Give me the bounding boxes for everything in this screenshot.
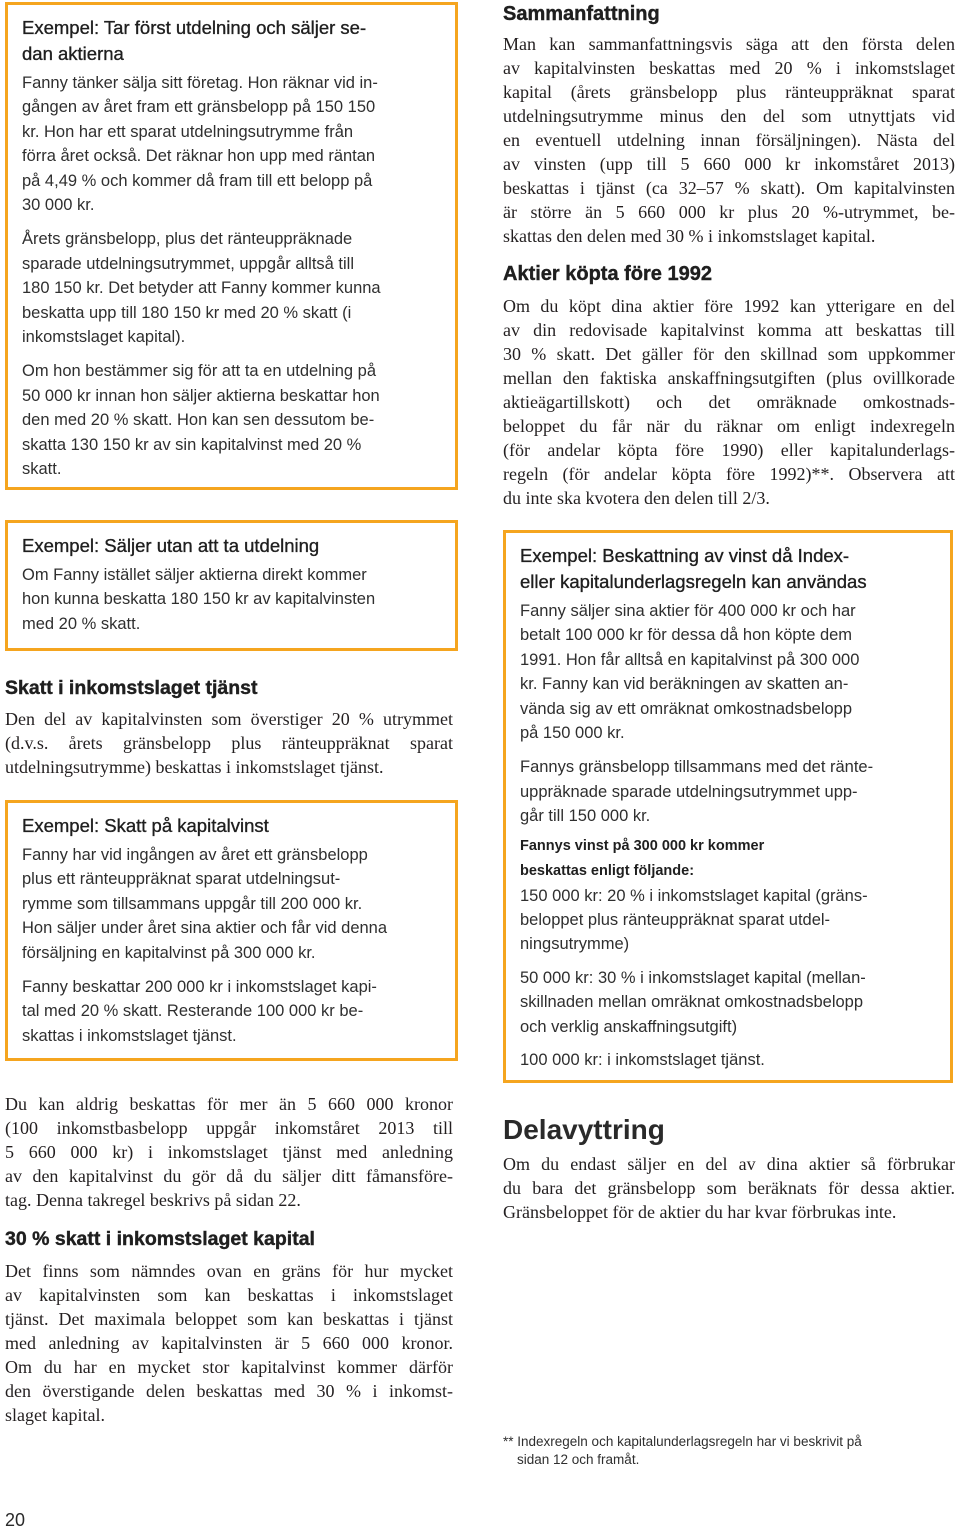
paragraph [520, 599, 936, 745]
paragraph [503, 294, 955, 510]
text-line: regeln (för andelar köpta före 1992)**. Observera att [503, 464, 955, 484]
text-line: 100 000 kr: i inkomstslaget tjänst. [520, 1051, 765, 1070]
text-line: en eventuell utdelning innan försäljningen). Nästa del [503, 130, 955, 150]
text-line: av vinsten (upp till 5 660 000 kr inkomståret 2013) [503, 154, 955, 174]
box-title [22, 15, 441, 67]
text-line: Hon säljer under året sina aktier och får vid denna [22, 919, 388, 938]
text-line: är större än 5 660 000 kr plus 20 %-utrymmet, be- [503, 202, 955, 222]
text-line: Det finns som nämndes ovan en gräns för hur mycket [5, 1261, 453, 1281]
text-line: 1991. Hon får alltså en kapitalvinst på 300 000 [520, 650, 860, 669]
paragraph [520, 966, 936, 1039]
box-body [22, 563, 441, 636]
text-line: skattas den delen med 30 % i inkomstslaget kapital. [503, 226, 876, 246]
section-heading-summary: Sammanfattning [503, 3, 660, 25]
text-line: på 150 000 kr. [520, 724, 625, 743]
box-title-line: Exempel: Tar först utdelning och säljer se- [22, 17, 367, 38]
text-line: tal med 20 % skatt. Resterande 100 000 kr be- [22, 1002, 364, 1021]
box-title-line: eller kapitalunderlagsregeln kan användas [520, 571, 867, 592]
paragraph [22, 359, 441, 481]
text-line: vända sig av ett omräknat omkostnadsbelopp [520, 699, 853, 718]
example-box-dividend-first [5, 2, 458, 490]
calculation-heading [520, 834, 936, 884]
box-title-line: Exempel: Skatt på kapitalvinst [22, 815, 269, 836]
paragraph [5, 707, 453, 779]
box-title-line: Exempel: Beskattning av vinst då Index- [520, 545, 850, 566]
text-line: den överstigande delen beskattas med 30 % i inkomst- [5, 1381, 453, 1401]
text-line: Om Fanny istället säljer aktierna direkt kommer [22, 566, 367, 584]
box-title-line: dan aktierna [22, 43, 124, 64]
paragraph [22, 975, 441, 1048]
text-line: Fannys gränsbelopp tillsammans med det ränte- [520, 758, 874, 777]
text-line: med anledning av kapitalvinsten är 5 660 000 kronor. [5, 1333, 453, 1353]
text-line: 5 660 000 kr) i inkomstslaget tjänst med anledning [5, 1142, 453, 1162]
text-line: försäljning en kapitalvinst på 300 000 kr. [22, 943, 316, 962]
example-box-capital-gain-tax [5, 800, 458, 1061]
pre-1992-body [503, 294, 955, 510]
footnote [503, 1433, 862, 1469]
section-heading-service-income: Skatt i inkomstslaget tjänst [5, 677, 258, 699]
text-line: 50 000 kr innan hon säljer aktierna beskattar hon [22, 386, 380, 405]
text-line: kr. Hon har ett sparat utdelningsutrymme från [22, 122, 354, 141]
text-line: förra året också. Det räknar hon upp med räntan [22, 147, 376, 166]
paragraph [520, 1048, 936, 1072]
text-line: Fanny beskattar 200 000 kr i inkomstslaget kapi- [22, 978, 377, 997]
section-heading-capital-30: 30 % skatt i inkomstslaget kapital [5, 1228, 315, 1250]
text-line: av din redovisade kapitalvinst komma att beskattas till [503, 320, 955, 340]
section-heading-partial-sale: Delavyttring [503, 1114, 665, 1145]
footnote-line: ** Indexregeln och kapitalunderlagsregeln har vi beskrivit på [503, 1434, 862, 1449]
text-line: rymme som tillsammans uppgår till 200 000 kr. [22, 894, 363, 913]
text-line: av den kapitalvinst du gör då du säljer ditt fåmansföre- [5, 1166, 453, 1186]
text-line: (för andelar köpta före 1990) eller kapitalunderlags- [503, 440, 955, 460]
section-heading-pre-1992: Aktier köpta före 1992 [503, 263, 712, 285]
example-box-sell-without-dividend [5, 520, 458, 651]
text-line: (100 inkomstbasbelopp uppgår inkomståret 2013 till [5, 1118, 453, 1138]
partial-sale-body [503, 1152, 955, 1224]
text-line: aktieägartillskott) och det omräknade omkostnads- [503, 392, 955, 412]
paragraph [5, 1259, 453, 1427]
text-line: Om du köpt dina aktier före 1992 kan ytterigare en del [503, 296, 955, 316]
text-line: går till 150 000 kr. [520, 807, 651, 826]
text-line: skatt. [22, 460, 62, 479]
text-line: Om hon bestämmer sig för att ta en utdelning på [22, 362, 377, 381]
box-title-line: Exempel: Säljer utan att ta utdelning [22, 535, 320, 556]
calculation-heading-line: beskattas enligt följande: [520, 862, 695, 879]
text-line: med 20 % skatt. [22, 614, 141, 633]
paragraph [22, 563, 441, 636]
text-line: tjänst. Det maximala beloppet som kan beskattas i tjänst [5, 1309, 453, 1329]
text-line: och verklig anskaffningsutgift) [520, 1017, 738, 1036]
text-line: sparade utdelningsutrymmet, uppgår alltså till [22, 254, 355, 273]
text-line: mellan den faktiska anskaffningsutgiften (plus ovillkorade [503, 368, 955, 388]
text-line: skatta 130 150 kr av sin kapitalvinst med 20 % [22, 435, 362, 454]
paragraph [5, 1092, 453, 1212]
paragraph [503, 1152, 955, 1224]
box-title [22, 813, 441, 839]
text-line: du inte ska kvotera den delen till 2/3. [503, 488, 770, 508]
text-line: tag. Denna takregel beskrivs på sidan 22. [5, 1190, 301, 1210]
text-line: av kapitalvinsten beskattas med 20 % i inkomstslaget [503, 58, 955, 78]
box-body [22, 843, 441, 1048]
example-box-index-rule [503, 530, 953, 1083]
text-line: kapital (årets gränsbelopp plus ränteuppräknat sparat [503, 82, 955, 102]
text-line: den med 20 % skatt. Hon kan sen dessutom be- [22, 411, 375, 430]
text-line: kr. Fanny kan vid beräkningen av skatten an- [520, 675, 849, 694]
box-body [22, 71, 441, 482]
service-income-body [5, 707, 453, 779]
footnote-line: sidan 12 och framåt. [517, 1452, 640, 1467]
text-line: slaget kapital. [5, 1405, 105, 1425]
text-line: Fanny säljer sina aktier för 400 000 kr och har [520, 602, 856, 620]
text-line: Om du har en mycket stor kapitalvinst kommer därför [5, 1357, 453, 1377]
cap-rule-body [5, 1092, 453, 1212]
text-line: gången av året fram ett gränsbelopp på 150 150 [22, 98, 376, 117]
text-line: på 4,49 % och kommer då fram till ett belopp på [22, 171, 373, 190]
paragraph [22, 227, 441, 349]
text-line: beloppet plus ränteuppräknat sparat utdel- [520, 911, 831, 930]
text-line: betalt 100 000 kr för dessa då hon köpte dem [520, 626, 853, 645]
box-title [520, 543, 936, 595]
box-title [22, 533, 441, 559]
text-line: Om du endast säljer en del av dina aktier så förbrukar [503, 1154, 955, 1174]
text-line: Fanny har vid ingången av året ett gränsbelopp [22, 846, 368, 864]
text-line: 30 000 kr. [22, 196, 95, 215]
text-line: du bara det gränsbelopp som beräknats för dessa aktier. [503, 1178, 955, 1198]
text-line: (d.v.s. årets gränsbelopp plus ränteuppräknat sparat [5, 733, 453, 753]
paragraph [22, 71, 441, 217]
text-line: av kapitalvinsten som kan beskattas i inkomstslaget [5, 1285, 453, 1305]
paragraph [520, 755, 936, 828]
text-line: utdelningsutrymme minus den del som utnyttjats vid [503, 106, 955, 126]
text-line: 50 000 kr: 30 % i inkomstslaget kapital (mellan- [520, 968, 866, 987]
paragraph [503, 32, 955, 248]
text-line: skattas i inkomstslaget tjänst. [22, 1026, 237, 1045]
text-line: uppräknade sparade utdelningsutrymmet upp- [520, 782, 858, 801]
text-line: 180 150 kr. Det betyder att Fanny kommer kunna [22, 279, 381, 298]
summary-body [503, 32, 955, 248]
text-line: Fanny tänker sälja sitt företag. Hon räknar vid in- [22, 74, 378, 92]
text-line: hon kunna beskatta 180 150 kr av kapitalvinsten [22, 590, 376, 609]
text-line: Du kan aldrig beskattas för mer än 5 660 000 kronor [5, 1094, 453, 1114]
text-line: inkomstslaget kapital). [22, 328, 186, 347]
capital-30-body [5, 1259, 453, 1427]
calculation-items [520, 884, 936, 1073]
paragraph [22, 843, 441, 965]
text-line: beskatta upp till 180 150 kr med 20 % skatt (i [22, 303, 352, 322]
text-line: 150 000 kr: 20 % i inkomstslaget kapital (gräns- [520, 886, 868, 905]
text-line: Årets gränsbelopp, plus det ränteuppräknade [22, 230, 353, 249]
box-body [520, 599, 936, 829]
text-line: utdelningsutrymme) beskattas i inkomstslaget tjänst. [5, 757, 384, 777]
text-line: skillnaden mellan omräknat omkostnadsbelopp [520, 993, 864, 1012]
text-line: 30 % skatt. Det gäller för den skillnad som uppkommer [503, 344, 955, 364]
text-line: Gränsbeloppet för de aktier du har kvar förbrukas inte. [503, 1202, 897, 1222]
text-line: Den del av kapitalvinsten som överstiger 20 % utrymmet [5, 709, 453, 729]
text-line: ningsutrymme) [520, 935, 630, 954]
text-line: Man kan sammanfattningsvis säga att den första delen [503, 34, 955, 54]
text-line: beskattas i tjänst (ca 32–57 % skatt). Om kapitalvinsten [503, 178, 955, 198]
paragraph [520, 884, 936, 957]
calculation-heading-line: Fannys vinst på 300 000 kr kommer [520, 837, 765, 854]
page-number: 20 [5, 1510, 26, 1530]
text-line: plus ett ränteuppräknat sparat utdelningsut- [22, 870, 341, 889]
text-line: beloppet du får när du räknar om enligt indexregeln [503, 416, 955, 436]
